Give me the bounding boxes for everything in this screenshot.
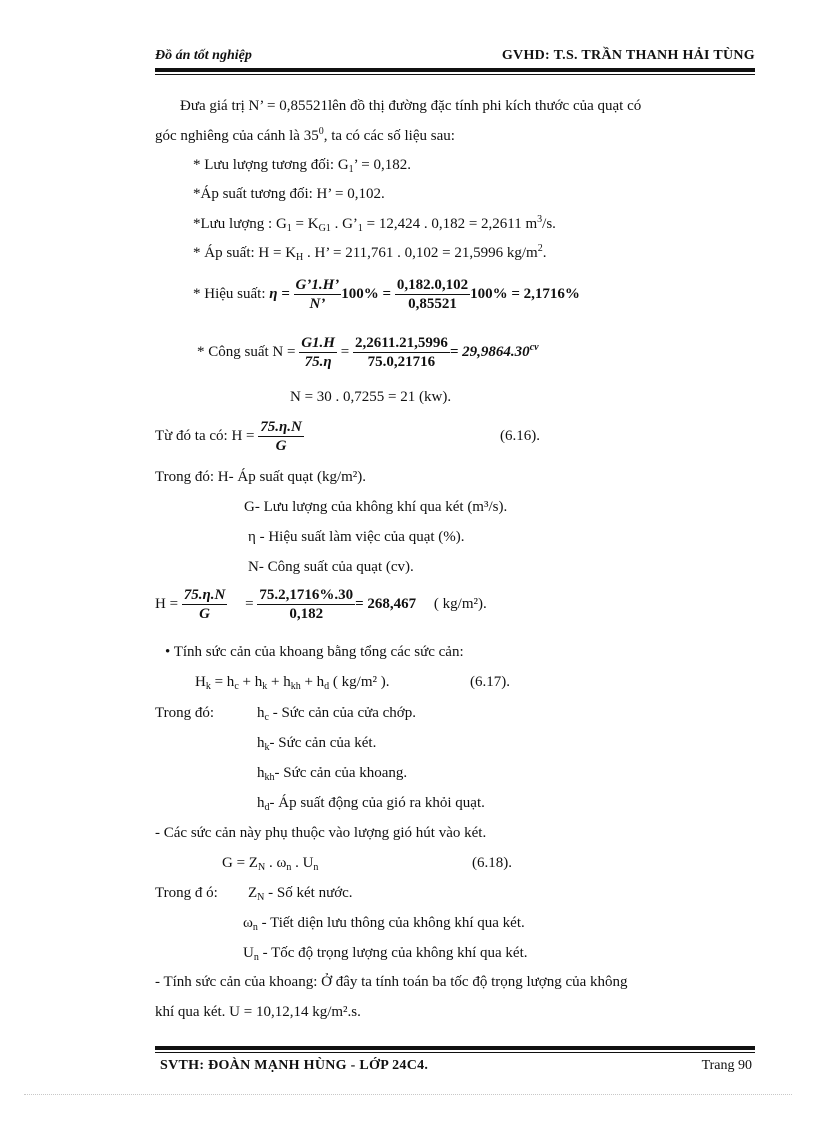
equation-number-6-16: (6.16). bbox=[500, 428, 540, 444]
definition-hk: $h_k-$ Sức cản của két. bbox=[257, 735, 377, 753]
flow-line: *Lưu lượng : $G_1 = K_{G1}$ . $G’_1 = 12,424$ . 0,182 = 2,2611 $m^3/s$. bbox=[193, 214, 556, 234]
page-number: Trang 90 bbox=[701, 1058, 752, 1073]
definition-n: N- Công suất của quạt (cv). bbox=[248, 559, 414, 575]
dependency-line: - Các sức cản này phụ thuộc vào lượng gió hút vào két. bbox=[155, 825, 487, 841]
definition-hkh: $h_{kh}-$ Sức cản của khoang. bbox=[257, 765, 408, 783]
h-formula: Từ đó ta có: H = $\frac{75.\eta.N}{G}$ bbox=[155, 419, 302, 454]
paragraph-line-2: góc nghiêng của cánh là $35^0$, ta có các số liệu sau: bbox=[155, 126, 455, 144]
header-left-title: Đồ án tốt nghiệp bbox=[155, 48, 252, 63]
bullet-resistance: • Tính sức cản của khoang bằng tổng các sức cản: bbox=[165, 644, 464, 660]
footer-student: SVTH: ĐOÀN MẠNH HÙNG - LỚP 24C4. bbox=[160, 1058, 429, 1073]
definition-g: G- Lưu lượng của không khí qua két (m³/s). bbox=[244, 499, 508, 515]
last-paragraph-line-2: khí qua két. U = 10,12,14 kg/m².s. bbox=[155, 1004, 361, 1020]
page-header bbox=[155, 48, 755, 70]
power-formula: * Công suất N = $\frac{G1.H}{75.\eta}$ = $\frac{2,2611.21,5996}{75.0,21716}$ = $29,9864.30^{cv}$ bbox=[197, 335, 539, 370]
h-calculation: H = $\frac{75.\eta.N}{G}$ = $\frac{75.2,1716\%.30}{0,182}$ = 268,467 ( kg/m²). bbox=[155, 587, 487, 622]
where-label-2: Trong đó: bbox=[155, 705, 215, 721]
relative-pressure-line: *Áp suất tương đối: H’ = 0,102. bbox=[193, 186, 385, 202]
hk-formula: $H_k = h_c + h_k + h_{kh} + h_d$ ( kg/m² ). bbox=[195, 674, 390, 692]
last-paragraph-line-1: - Tính sức cản của khoang: Ở đây ta tính toán ba tốc độ trọng lượng của không bbox=[155, 974, 628, 990]
definition-un: $U_n$ - Tốc độ trọng lượng của không khí qua két. bbox=[243, 945, 528, 963]
definition-hc: $h_c$ - Sức cản của cửa chớp. bbox=[257, 705, 416, 723]
definition-hd: $h_d-$ Áp suất động của gió ra khỏi quạt. bbox=[257, 795, 485, 813]
equation-number-6-17: (6.17). bbox=[470, 674, 510, 690]
definition-omega: $\omega_n$ - Tiết diện lưu thông của không khí qua két. bbox=[243, 915, 525, 933]
equation-number-6-18: (6.18). bbox=[472, 855, 512, 871]
header-rule-thick bbox=[155, 68, 755, 72]
where-label-3: Trong đ ó: bbox=[155, 885, 218, 901]
relative-flow-line: * Lưu lượng tương đối: $G_1$’ = 0,182. bbox=[193, 157, 412, 175]
g-formula: $G = Z_N$ . $\omega_n$ . $U_n$ bbox=[222, 855, 319, 873]
definition-h: Trong đó: H- Áp suất quạt (kg/m²). bbox=[155, 469, 367, 485]
paragraph-line-1: Đưa giá trị N’ = 0,85521lên đồ thị đường đặc tính phi kích thước của quạt có bbox=[180, 98, 642, 114]
power-kw-line: N = 30 . 0,7255 = 21 (kw). bbox=[290, 389, 452, 405]
definition-eta: η - Hiệu suất làm việc của quạt (%). bbox=[248, 529, 465, 545]
footer-rule-thick bbox=[155, 1046, 755, 1050]
page-edge bbox=[24, 1094, 792, 1095]
footer-rule-thin bbox=[155, 1052, 755, 1053]
efficiency-formula: * Hiệu suất: η = $\frac{G’1.H’}{N’}$ 100% = $\frac{0,182.0,102}{0,85521}$ 100% = 2,1716% bbox=[193, 277, 580, 312]
page-footer bbox=[160, 1058, 752, 1078]
pressure-line: * Áp suất: $H = K_H$ . H’ = 211,761 . 0,102 = 21,5996 $kg/m^2$. bbox=[193, 243, 547, 263]
header-advisor: GVHD: T.S. TRẦN THANH HẢI TÙNG bbox=[501, 48, 755, 63]
header-rule-thin bbox=[155, 74, 755, 75]
definition-zn: $Z_N$ - Số két nước. bbox=[248, 885, 353, 903]
